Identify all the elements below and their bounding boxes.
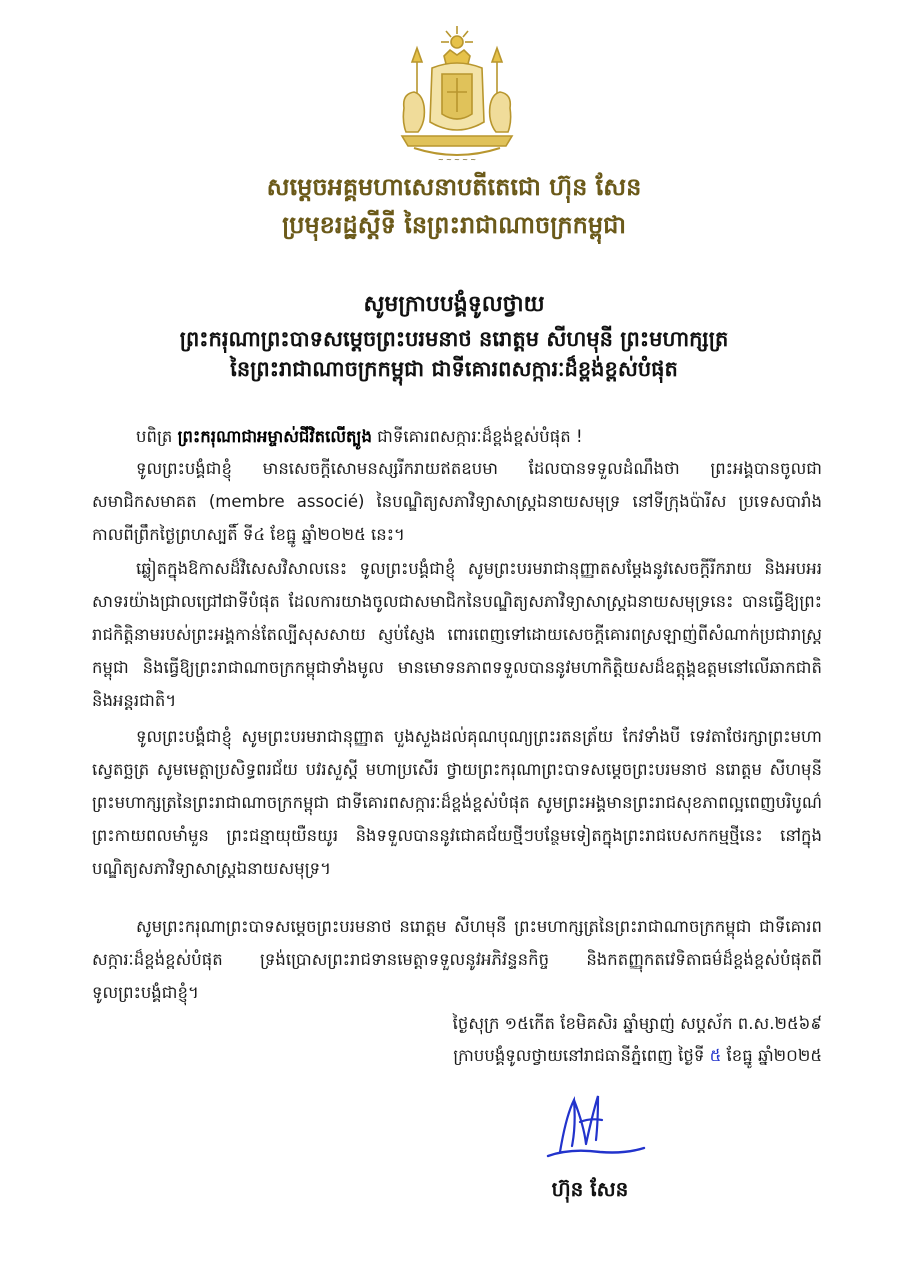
svg-text:~ ~ ~ ~ ~: ~ ~ ~ ~ ~	[437, 156, 477, 164]
letter-opening: សូមក្រាបបង្គំទូលថ្វាយ	[363, 291, 545, 317]
royal-coat-of-arms-icon	[392, 22, 522, 170]
place-date-day: ៥	[709, 1046, 722, 1065]
lunar-date: ថ្ងៃសុក្រ ១៥កើត ខែមិគសិរ ឆ្នាំម្សាញ់ សប្តស័ក ព.ស.២៥៦៩	[452, 1014, 822, 1033]
salutation-prefix: បពិត្រ	[136, 427, 173, 446]
place-date-month-year: ខែធ្នូ ឆ្នាំ២០២៥	[726, 1046, 822, 1065]
body-paragraph: ទូលព្រះបង្គំជាខ្ញុំ មានសេចក្ដីសោមនស្សរីករាយឥតឧបមា ដែលបានទទួលដំណឹងថា ព្រះអង្គបានចូលជាសមាជិកសមាគត (membre associé) នៃបណ្ឌិត្យសភាវិទ្យាសាស្ត្រឯនាយសមុទ្រ នៅទីក្រុងប៉ារីស ប្រទេសបារាំង កាលពីព្រឹកថ្ងៃព្រហស្បតិ៍ ទី៤ ខែធ្នូ ឆ្នាំ២០២៥ នេះ។	[92, 459, 822, 544]
signer-name: ហ៊ុន សែន	[551, 1177, 629, 1201]
body-paragraph: ឆ្លៀតក្នុងឱកាសដ៏វិសេសវិសាលនេះ ទូលព្រះបង្គំជាខ្ញុំ សូមព្រះបរមរាជានុញ្ញាតសម្ដែងនូវសេចក្ដីរីករាយ និងអបអរសាទរយ៉ាងជ្រាលជ្រៅជាទីបំផុត ដែលការយាងចូលជាសមាជិកនៃបណ្ឌិត្យសភាវិទ្យាសាស្ត្រឯនាយសមុទ្រនេះ បានធ្វើឱ្យព្រះរាជកិត្តិនាមរបស់ព្រះអង្គកាន់តែល្បីសុសសាយ ស្ញប់ស្ញែង ពោរពេញទៅដោយសេចក្ដីគោរពស្រឡាញ់ពីសំណាក់ប្រជារាស្ត្រកម្ពុជា និងធ្វើឱ្យព្រះរាជាណាចក្រកម្ពុជាទាំងមូល មានមោទនភាពទទួលបាននូវមហាកិត្តិយសដ៏ឧត្ដុង្គឧត្ដមនៅលើឆាកជាតិនិងអន្តរជាតិ។	[92, 559, 822, 710]
recipient-line-1: ព្រះករុណាព្រះបាទសម្ដេចព្រះបរមនាថ នរោត្ដម សីហមុនី ព្រះមហាក្សត្រ	[179, 326, 729, 351]
salutation	[92, 420, 822, 453]
body-paragraph: ទូលព្រះបង្គំជាខ្ញុំ សូមព្រះបរមរាជានុញ្ញាត បួងសួងដល់គុណបុណ្យព្រះរតនត្រ័យ កែវទាំងបី ទេវតាថែរក្សាព្រះមហាស្វេតច្ឆត្រ សូមមេត្តាប្រសិទ្ធពរជ័យ បវរសួស្ដី មហាប្រសើរ ថ្វាយព្រះករុណាព្រះបាទសម្ដេចព្រះបរមនាថ នរោត្ដម សីហមុនី ព្រះមហាក្សត្រនៃព្រះរាជាណាចក្រកម្ពុជា ជាទីគោរពសក្ការៈដ៏ខ្ពង់ខ្ពស់បំផុត សូមព្រះអង្គមានព្រះរាជសុខភាពល្អពេញបរិបូណ៌ ព្រះកាយពលមាំមួន ព្រះជន្មាយុយឺនយូរ និងទទួលបាននូវជោគជ័យថ្មីៗបន្ថែមទៀតក្នុងព្រះរាជបេសកកម្មថ្មីនេះ នៅក្នុងបណ្ឌិត្យសភាវិទ្យាសាស្ត្រឯនាយសមុទ្រ។	[92, 727, 822, 878]
salutation-bold: ព្រះករុណាជាអម្ចាស់ជីវិតលើត្បូង	[177, 427, 372, 446]
place-date-prefix: ក្រាបបង្គំទូលថ្វាយនៅរាជធានីភ្នំពេញ ថ្ងៃទី	[453, 1046, 705, 1065]
office-title: សម្ដេចអគ្គមហាសេនាបតីតេជោ ហ៊ុន សែន	[266, 172, 642, 201]
handwritten-signature-icon	[540, 1086, 650, 1166]
salutation-suffix: ជាទីគោរពសក្ការៈដ៏ខ្ពង់ខ្ពស់បំផុត !	[377, 427, 583, 446]
body-paragraph: សូមព្រះករុណាព្រះបាទសម្ដេចព្រះបរមនាថ នរោត្ដម សីហមុនី ព្រះមហាក្សត្រនៃព្រះរាជាណាចក្រកម្ពុជា ជាទីគោរពសក្ការៈដ៏ខ្ពង់ខ្ពស់បំផុត ទ្រង់ប្រោសព្រះរាជទានមេត្តាទទួលនូវអភិវន្ទនកិច្ច និងកតញ្ញុកតវេទិតាធម៌ដ៏ខ្ពង់ខ្ពស់បំផុតពីទូលព្រះបង្គំជាខ្ញុំ។	[92, 917, 822, 1002]
place-date	[453, 1046, 822, 1070]
recipient-line-2: នៃព្រះរាជាណាចក្រកម្ពុជា ជាទីគោរពសក្ការៈដ៏ខ្ពង់ខ្ពស់បំផុត	[230, 356, 678, 381]
office-subtitle: ប្រមុខរដ្ឋស្ដីទី នៃព្រះរាជាណាចក្រកម្ពុជា	[282, 210, 626, 239]
